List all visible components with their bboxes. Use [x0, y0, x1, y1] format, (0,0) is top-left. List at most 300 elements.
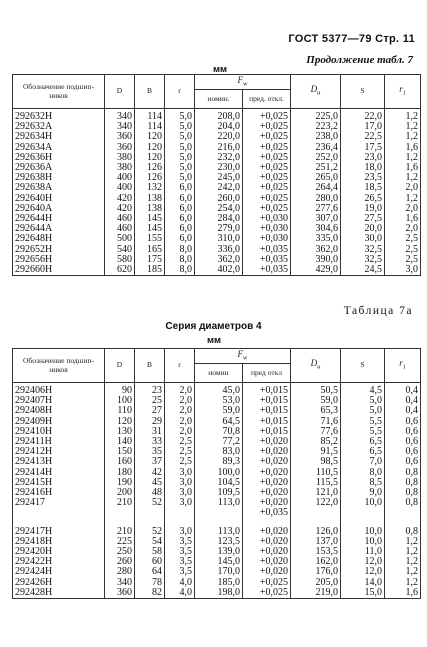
table-cell: 2,0: [385, 183, 421, 193]
table-cell: 5,0: [165, 132, 195, 142]
table-row: [13, 153, 421, 163]
table-cell: 65,3: [291, 406, 341, 416]
table-cell: 59,0: [291, 396, 341, 406]
bearing-designation: 292636A: [13, 163, 105, 173]
table-cell: 2,0: [165, 383, 195, 397]
table-cell: [341, 519, 385, 527]
table-cell: 82: [135, 588, 165, 599]
bearing-designation: 292632A: [13, 122, 105, 132]
table-cell: 500: [105, 234, 135, 244]
table-cell: 232,0: [195, 153, 243, 163]
bearing-designation: 292656H: [13, 255, 105, 265]
table-cell: 45,0: [195, 383, 243, 397]
table-cell: 0,4: [385, 406, 421, 416]
table-cell: 20,0: [341, 224, 385, 234]
table-cell: 2,0: [165, 396, 195, 406]
table-cell: 3,0: [165, 468, 195, 478]
table-cell: 2,0: [165, 427, 195, 437]
bearing-designation: 292424H: [13, 567, 105, 577]
table-cell: 31: [135, 427, 165, 437]
table-cell: 3,0: [165, 488, 195, 498]
table-continuation-label: Продолжение табл. 7: [306, 54, 413, 66]
table-cell: 204,0: [195, 122, 243, 132]
table-cell: 45: [135, 478, 165, 488]
table-cell: 2,0: [165, 406, 195, 416]
table-cell: 1,2: [385, 109, 421, 123]
bearing-designation: 292411H: [13, 437, 105, 447]
col-b: B: [135, 75, 165, 109]
table-cell: 109,5: [195, 488, 243, 498]
bearing-designation: 292412H: [13, 447, 105, 457]
table-cell: 0,4: [385, 383, 421, 397]
table-cell: 137,0: [291, 537, 341, 547]
table-row: [13, 173, 421, 183]
table-cell: 280,0: [291, 194, 341, 204]
table-cell: [385, 508, 421, 518]
table-cell: 0,8: [385, 527, 421, 537]
table-cell: 126: [135, 173, 165, 183]
table-cell: +0,025: [243, 109, 291, 123]
table-row: [13, 245, 421, 255]
table-row: [13, 204, 421, 214]
table7a-unit: мм: [207, 335, 222, 346]
table-cell: +0,020: [243, 527, 291, 537]
table-cell: 155: [135, 234, 165, 244]
table-cell: 9,0: [341, 488, 385, 498]
table-cell: 1,6: [385, 214, 421, 224]
table-cell: 1,6: [385, 163, 421, 173]
table-cell: 223,2: [291, 122, 341, 132]
table-cell: +0,025: [243, 163, 291, 173]
table-cell: 362,0: [291, 245, 341, 255]
table-cell: 185: [135, 265, 165, 276]
table-cell: 340: [105, 122, 135, 132]
bearing-designation: 292418H: [13, 537, 105, 547]
table-cell: 225,0: [291, 109, 341, 123]
table-cell: 176,0: [291, 567, 341, 577]
table-cell: 5,0: [341, 406, 385, 416]
table-cell: +0,035: [243, 245, 291, 255]
table-cell: 100,0: [195, 468, 243, 478]
table-cell: 120: [135, 153, 165, 163]
table-cell: 12,0: [341, 567, 385, 577]
table-cell: 145,0: [195, 557, 243, 567]
table-cell: 0,8: [385, 478, 421, 488]
table-cell: 205,0: [291, 578, 341, 588]
table-cell: +0,025: [243, 183, 291, 193]
bearing-designation: 292417H: [13, 527, 105, 537]
table-row: [13, 163, 421, 173]
table-cell: [243, 519, 291, 527]
table-cell: 32,5: [341, 245, 385, 255]
table-cell: 138: [135, 194, 165, 204]
table-row: [13, 527, 421, 537]
table-row: [13, 194, 421, 204]
table-cell: 6,0: [165, 194, 195, 204]
table-cell: 336,0: [195, 245, 243, 255]
table-cell: 340: [105, 578, 135, 588]
table-cell: [135, 519, 165, 527]
bearing-designation: 292416H: [13, 488, 105, 498]
table-cell: 89,3: [195, 457, 243, 467]
table-cell: 126,0: [291, 527, 341, 537]
table-cell: +0,025: [243, 173, 291, 183]
table-cell: 12,0: [341, 557, 385, 567]
col-fw: $F_w$: [195, 349, 291, 364]
table-cell: +0,030: [243, 234, 291, 244]
col-d: D: [105, 349, 135, 383]
table-cell: 10,0: [341, 527, 385, 537]
table-cell: 5,0: [165, 143, 195, 153]
table-cell: 140: [105, 437, 135, 447]
table-cell: 5,0: [165, 163, 195, 173]
table-cell: 3,0: [165, 527, 195, 537]
bearing-designation: 292652H: [13, 245, 105, 255]
table-cell: [291, 519, 341, 527]
table-cell: 335,0: [291, 234, 341, 244]
col-fw-pred: пред. откл.: [243, 90, 291, 109]
table-cell: 26,5: [341, 194, 385, 204]
table-cell: 1,2: [385, 547, 421, 557]
table-cell: 145: [135, 224, 165, 234]
table-cell: 42: [135, 468, 165, 478]
bearing-designation: 292660H: [13, 265, 105, 276]
table-cell: 1,2: [385, 194, 421, 204]
col-dh: $D_н$: [291, 349, 341, 383]
col-designation: Обозначение подшип-ников: [13, 75, 105, 109]
table-cell: 220,0: [195, 132, 243, 142]
table-cell: 402,0: [195, 265, 243, 276]
table-cell: 0,8: [385, 488, 421, 498]
table-cell: 3,0: [385, 265, 421, 276]
table-cell: +0,025: [243, 122, 291, 132]
table-cell: 25: [135, 396, 165, 406]
table-cell: 138: [135, 204, 165, 214]
table-cell: 340: [105, 109, 135, 123]
table-cell: 6,0: [165, 183, 195, 193]
table-cell: 3,0: [165, 478, 195, 488]
bearing-designation: 292640H: [13, 194, 105, 204]
table-cell: 120: [135, 143, 165, 153]
table-cell: 245,0: [195, 173, 243, 183]
table-cell: 380: [105, 163, 135, 173]
table-cell: 284,0: [195, 214, 243, 224]
table-row: [13, 265, 421, 276]
table-cell: 429,0: [291, 265, 341, 276]
table-cell: +0,030: [243, 224, 291, 234]
bearing-designation: 292644A: [13, 224, 105, 234]
table-cell: 236,4: [291, 143, 341, 153]
table-cell: +0,025: [243, 588, 291, 599]
table-cell: 175: [135, 255, 165, 265]
table-cell: 1,2: [385, 132, 421, 142]
table-cell: 5,0: [341, 396, 385, 406]
table-cell: 130: [105, 427, 135, 437]
table-cell: 8,0: [165, 255, 195, 265]
table-cell: +0,020: [243, 498, 291, 508]
table-cell: 23,0: [341, 153, 385, 163]
table7-unit: мм: [213, 64, 228, 75]
bearing-designation: 292410H: [13, 427, 105, 437]
table-cell: 0,6: [385, 417, 421, 427]
table-cell: 5,0: [165, 153, 195, 163]
table-cell: 620: [105, 265, 135, 276]
table-cell: +0,020: [243, 447, 291, 457]
table-cell: 251,2: [291, 163, 341, 173]
table-cell: 110,5: [291, 468, 341, 478]
table-cell: +0,020: [243, 468, 291, 478]
table-cell: 360: [105, 143, 135, 153]
table-row: [13, 547, 421, 557]
table-cell: 104,5: [195, 478, 243, 488]
table-cell: 1,2: [385, 153, 421, 163]
table-cell: 132: [135, 183, 165, 193]
bearing-designation: 292407H: [13, 396, 105, 406]
table-cell: 7,0: [341, 457, 385, 467]
col-fw-pred: пред откл: [243, 364, 291, 383]
table-cell: 254,0: [195, 204, 243, 214]
table-cell: 120: [105, 417, 135, 427]
table-cell: 5,0: [165, 122, 195, 132]
table-cell: +0,025: [243, 204, 291, 214]
table-cell: 304,6: [291, 224, 341, 234]
table-cell: 58: [135, 547, 165, 557]
table-cell: 420: [105, 204, 135, 214]
table-cell: 83,0: [195, 447, 243, 457]
table-cell: +0,020: [243, 547, 291, 557]
table-cell: 540: [105, 245, 135, 255]
table-cell: 165: [135, 245, 165, 255]
series-title: Серия диаметров 4: [165, 321, 262, 332]
table-cell: 0,8: [385, 498, 421, 508]
table-cell: 23: [135, 383, 165, 397]
table-cell: 180: [105, 468, 135, 478]
table-cell: [341, 508, 385, 518]
table-cell: 8,0: [341, 468, 385, 478]
bearing-designation: 292634H: [13, 132, 105, 142]
table-cell: 2,5: [165, 457, 195, 467]
table-cell: +0,025: [243, 143, 291, 153]
table-cell: 17,5: [341, 143, 385, 153]
table-cell: 5,0: [165, 173, 195, 183]
table-cell: 70,8: [195, 427, 243, 437]
table-cell: 122,0: [291, 498, 341, 508]
table-cell: 210: [105, 498, 135, 508]
table-cell: 8,0: [165, 245, 195, 255]
table-cell: 0,6: [385, 437, 421, 447]
table-cell: +0,015: [243, 383, 291, 397]
table-cell: 5,5: [341, 427, 385, 437]
table-cell: 3,5: [165, 547, 195, 557]
table-cell: +0,020: [243, 537, 291, 547]
table-cell: +0,020: [243, 488, 291, 498]
table-cell: 98,5: [291, 457, 341, 467]
table-row: [13, 537, 421, 547]
table-cell: 24,5: [341, 265, 385, 276]
table-cell: 32,5: [341, 255, 385, 265]
table-cell: 14,0: [341, 578, 385, 588]
table-cell: 77,2: [195, 437, 243, 447]
table-row: [13, 519, 421, 527]
table-row: [13, 396, 421, 406]
table-cell: 5,0: [165, 109, 195, 123]
table-cell: 6,0: [165, 234, 195, 244]
table-cell: 2,5: [385, 245, 421, 255]
table-cell: 2,5: [165, 437, 195, 447]
table-7a: [12, 348, 421, 599]
bearing-designation: 292417: [13, 498, 105, 508]
table-cell: 6,0: [165, 204, 195, 214]
table-row: [13, 143, 421, 153]
table-cell: [105, 508, 135, 518]
table-cell: 50,5: [291, 383, 341, 397]
table-cell: 10,0: [341, 498, 385, 508]
table-cell: [291, 508, 341, 518]
table-cell: 162,0: [291, 557, 341, 567]
table-cell: 252,0: [291, 153, 341, 163]
table-cell: 11,0: [341, 547, 385, 557]
bearing-designation: 292409H: [13, 417, 105, 427]
table-cell: 22,0: [341, 109, 385, 123]
table-row: [13, 109, 421, 123]
table-row: [13, 437, 421, 447]
table-cell: 4,5: [341, 383, 385, 397]
table-row: [13, 557, 421, 567]
bearing-designation: 292640A: [13, 204, 105, 214]
table-cell: 52: [135, 498, 165, 508]
table-cell: 123,5: [195, 537, 243, 547]
table-cell: 8,5: [341, 478, 385, 488]
table-cell: 1,6: [385, 143, 421, 153]
table-cell: 100: [105, 396, 135, 406]
table-cell: 3,5: [165, 567, 195, 577]
table-cell: 160: [105, 457, 135, 467]
table-cell: +0,020: [243, 557, 291, 567]
bearing-designation: 292415H: [13, 478, 105, 488]
table-row: [13, 488, 421, 498]
table-cell: +0,020: [243, 567, 291, 577]
col-fw: $F_w$: [195, 75, 291, 90]
table-cell: 260: [105, 557, 135, 567]
table-row: [13, 567, 421, 577]
table-cell: 64,5: [195, 417, 243, 427]
table-cell: 33: [135, 437, 165, 447]
table-cell: 6,0: [165, 224, 195, 234]
col-r1: $r_1$: [385, 349, 421, 383]
table-cell: 219,0: [291, 588, 341, 599]
table-cell: +0,035: [243, 265, 291, 276]
table-cell: 22,5: [341, 132, 385, 142]
bearing-designation: 292636H: [13, 153, 105, 163]
table-row: [13, 508, 421, 518]
table-cell: 85,2: [291, 437, 341, 447]
table-row: [13, 578, 421, 588]
table-cell: 280: [105, 567, 135, 577]
table-row: [13, 122, 421, 132]
table-cell: 19,0: [341, 204, 385, 214]
table-7: [12, 74, 421, 276]
table-row: [13, 498, 421, 508]
table-cell: 277,6: [291, 204, 341, 214]
table-cell: 3,5: [165, 557, 195, 567]
table-cell: 3,0: [165, 498, 195, 508]
table-cell: 114: [135, 122, 165, 132]
table-cell: 77,6: [291, 427, 341, 437]
table-cell: +0,015: [243, 427, 291, 437]
bearing-designation: 292413H: [13, 457, 105, 467]
table-cell: 2,0: [385, 204, 421, 214]
bearing-designation: 292638A: [13, 183, 105, 193]
table-cell: [385, 519, 421, 527]
table-cell: [195, 508, 243, 518]
col-fw-nomin: номин.: [195, 90, 243, 109]
table-cell: +0,025: [243, 578, 291, 588]
table-cell: 307,0: [291, 214, 341, 224]
table-cell: 580: [105, 255, 135, 265]
table-cell: 3,5: [165, 537, 195, 547]
table-cell: 2,5: [385, 234, 421, 244]
bearing-designation: 292422H: [13, 557, 105, 567]
table-cell: 60: [135, 557, 165, 567]
table-cell: 2,5: [165, 447, 195, 457]
table-cell: 54: [135, 537, 165, 547]
table-cell: 78: [135, 578, 165, 588]
col-s: S: [341, 75, 385, 109]
col-r: r: [165, 75, 195, 109]
table-cell: 115,5: [291, 478, 341, 488]
table-cell: 90: [105, 383, 135, 397]
table-cell: 265,0: [291, 173, 341, 183]
table-row: [13, 255, 421, 265]
table-cell: [105, 519, 135, 527]
col-r1: $r_1$: [385, 75, 421, 109]
bearing-designation: 292420H: [13, 547, 105, 557]
table-row: [13, 457, 421, 467]
table-cell: 6,0: [165, 214, 195, 224]
table-cell: 264,4: [291, 183, 341, 193]
col-fw-nomin: номин: [195, 364, 243, 383]
table-row: [13, 447, 421, 457]
table-cell: 113,0: [195, 527, 243, 537]
table-cell: 0,6: [385, 427, 421, 437]
table-cell: 260,0: [195, 194, 243, 204]
table-cell: [165, 519, 195, 527]
table-cell: 360: [105, 132, 135, 142]
col-designation: Обозначение подшип-ников: [13, 349, 105, 383]
table-cell: 91,5: [291, 447, 341, 457]
bearing-designation: 292408H: [13, 406, 105, 416]
table-cell: 18,0: [341, 163, 385, 173]
table-cell: 121,0: [291, 488, 341, 498]
table-cell: 360: [105, 588, 135, 599]
table-cell: +0,015: [243, 406, 291, 416]
table-cell: 170,0: [195, 567, 243, 577]
table-cell: 18,5: [341, 183, 385, 193]
bearing-designation: 292406H: [13, 383, 105, 397]
table-cell: [195, 519, 243, 527]
table-cell: +0,025: [243, 194, 291, 204]
table-cell: 59,0: [195, 406, 243, 416]
bearing-designation: 292644H: [13, 214, 105, 224]
table-row: [13, 183, 421, 193]
col-s: S: [341, 349, 385, 383]
table-cell: 37: [135, 457, 165, 467]
table-cell: +0,015: [243, 417, 291, 427]
table-cell: 153,5: [291, 547, 341, 557]
table-cell: 30,0: [341, 234, 385, 244]
table-cell: 6,5: [341, 447, 385, 457]
bearing-designation: 292648H: [13, 234, 105, 244]
